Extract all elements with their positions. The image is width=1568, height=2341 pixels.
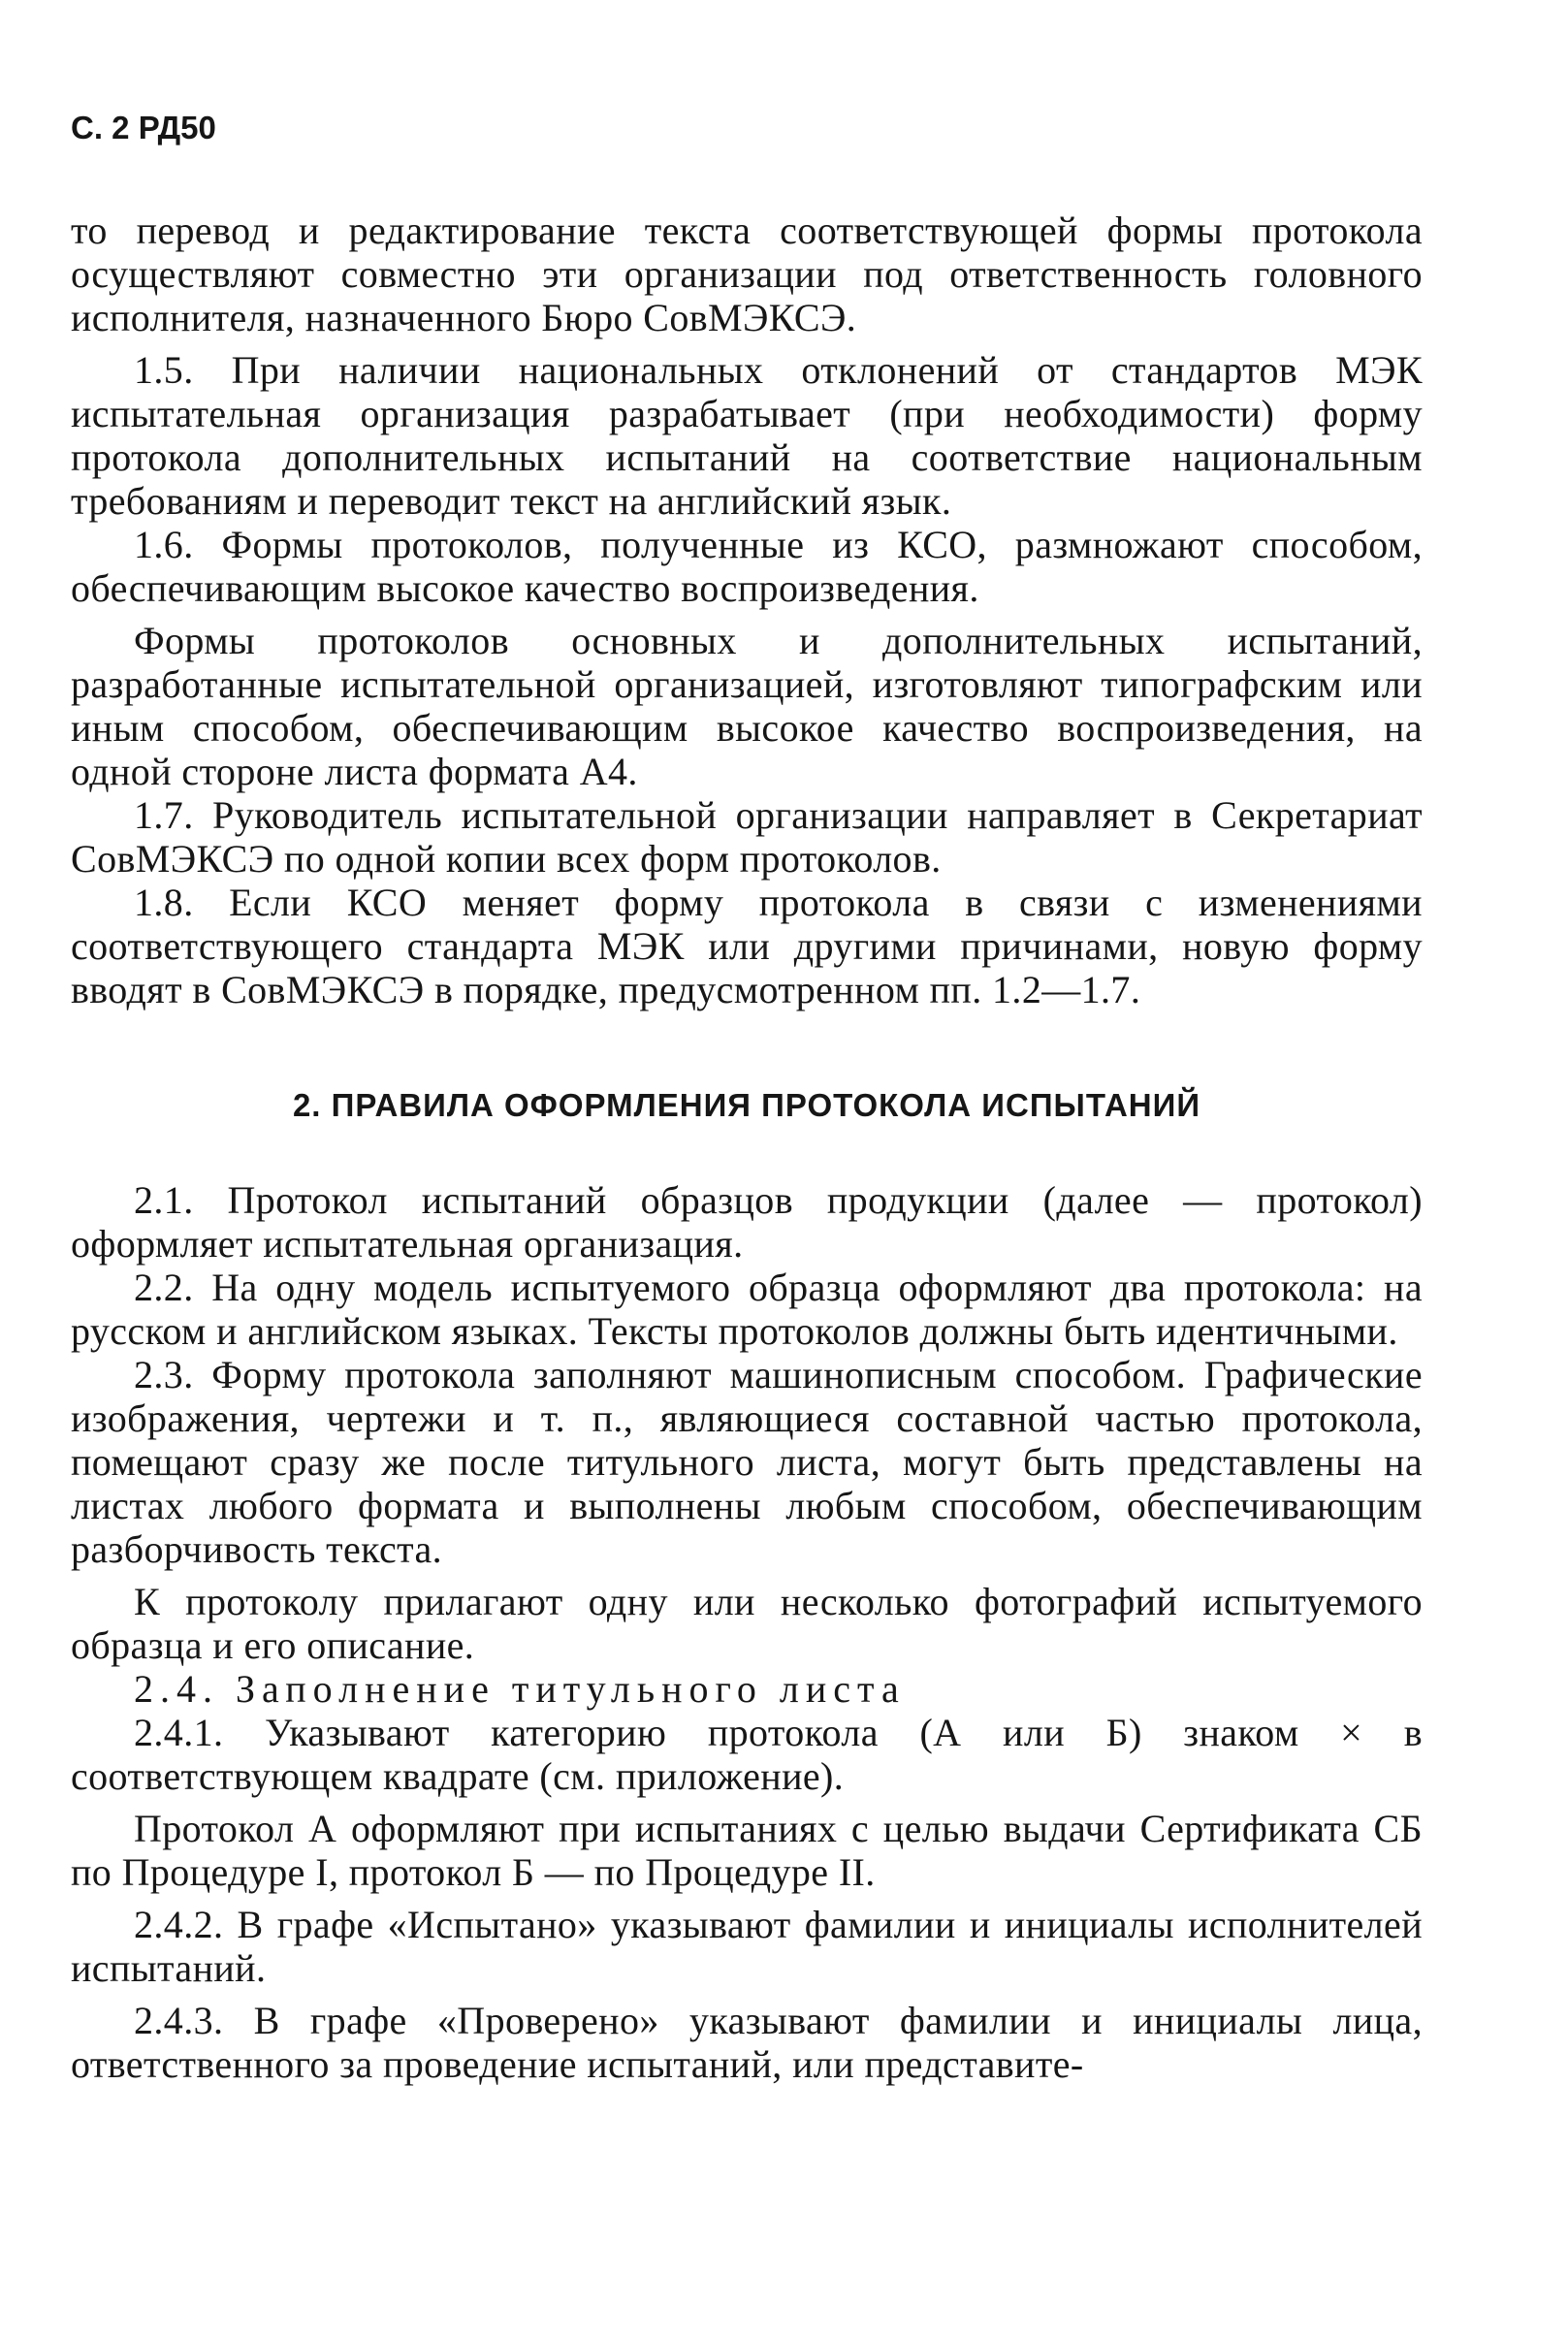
paragraph: 1.5. При наличии национальных отклонений от стандартов МЭК испытательная организация разрабатывает (при необходимости) форму протокола дополнительных испытаний на соответствие национальным требованиям и переводит текст на английский язык. bbox=[71, 348, 1423, 523]
paragraph: 2.2. На одну модель испытуемого образца оформляют два протокола: на русском и английском языках. Тексты протоколов должны быть идентичными. bbox=[71, 1266, 1423, 1353]
section-1-text bbox=[71, 208, 1423, 1011]
section-title: 2. ПРАВИЛА ОФОРМЛЕНИЯ ПРОТОКОЛА ИСПЫТАНИЙ bbox=[292, 1087, 1201, 1123]
paragraph: 2.4.2. В графе «Испытано» указывают фамилии и инициалы исполнителей испытаний. bbox=[71, 1903, 1423, 1990]
section-2-text bbox=[71, 1178, 1423, 2086]
paragraph: 1.7. Руководитель испытательной организации направляет в Секретариат СовМЭКСЭ по одной копии всех форм протоколов. bbox=[71, 793, 1423, 881]
paragraph: 1.8. Если КСО меняет форму протокола в связи с изменениями соответствующего стандарта МЭК или другими причинами, новую форму вводят в СовМЭКСЭ в порядке, предусмотренном пп. 1.2—1.7. bbox=[71, 881, 1423, 1011]
paragraph: К протоколу прилагают одну или несколько фотографий испытуемого образца и его описание. bbox=[71, 1580, 1423, 1667]
paragraph: Формы протоколов основных и дополнительных испытаний, разработанные испытательной организацией, изготовляют типографским или иным способом, обеспечивающим высокое качество воспроизведения, на одной стороне листа формата А4. bbox=[71, 619, 1423, 793]
paragraph: Протокол А оформляют при испытаниях с целью выдачи Сертификата СБ по Процедуре I, протокол Б — по Процедуре II. bbox=[71, 1807, 1423, 1894]
subsection-heading: 2.4. Заполнение титульного листа bbox=[134, 1667, 906, 1711]
paragraph: 2.4.1. Указывают категорию протокола (А или Б) знаком × в соответствующем квадрате (см. приложение). bbox=[71, 1711, 1423, 1798]
paragraph: 2.3. Форму протокола заполняют машинописным способом. Графические изображения, чертежи и т. п., являющиеся составной частью протокола, помещают сразу же после титульного листа, могут быть представлены на листах любого формата и выполнены любым способом, обеспечивающим разборчивость текста. bbox=[71, 1353, 1423, 1571]
paragraph: то перевод и редактирование текста соответствующей формы протокола осуществляют совместно эти организации под ответственность головного исполнителя, назначенного Бюро СовМЭКСЭ. bbox=[71, 208, 1423, 339]
paragraph: 1.6. Формы протоколов, полученные из КСО, размножают способом, обеспечивающим высокое качество воспроизведения. bbox=[71, 523, 1423, 610]
page-header: С. 2 РД50 bbox=[71, 110, 216, 145]
paragraph: 2.4.3. В графе «Проверено» указывают фамилии и инициалы лица, ответственного за проведение испытаний, или представите- bbox=[71, 1999, 1423, 2086]
paragraph: 2.1. Протокол испытаний образцов продукции (далее — протокол) оформляет испытательная организация. bbox=[71, 1178, 1423, 1266]
